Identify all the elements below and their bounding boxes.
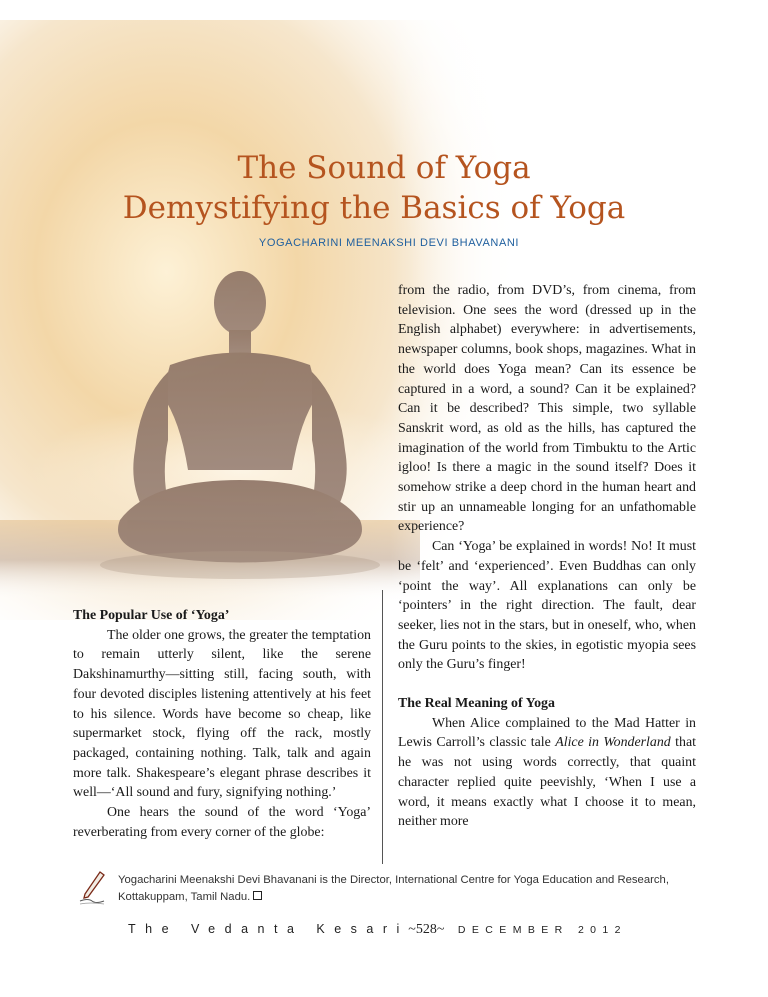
left-column xyxy=(73,606,371,842)
paragraph: The older one grows, the greater the temptation to remain utterly silent, like the serene Dakshinamurthy—sitting still, facing south, with four devoted disciples listening attentively at his feet to his silence. Words have become so cheap, like supermarket stock, flying off the rack, mostly packaged, containing nothing. Talk, talk and again more talk. Shakespeare’s elegant phrase describes it well—‘All sound and fury, signifying nothing.’ xyxy=(73,627,371,801)
column-divider xyxy=(382,590,383,864)
paragraph: from the radio, from DVD’s, from cinema, from television. One sees the word (dressed up in the English alphabet) everywhere: in advertisements, newspaper columns, book shops, magazines. What in the world does Yoga mean? Can its essence be captured in a word, a sound? Can it be explained? Can it be described? This simple, two syllable Sanskrit word, as old as the hills, has captured the imagination of the world from Timbuktu to the Artic igloo! Is there a magic in the sound itself? Does it somehow strike a deep chord in the human heart and stir up an unnameable longing for an unfathomable experience? xyxy=(398,283,696,535)
page-number: ~528~ xyxy=(408,922,445,937)
page-footer xyxy=(128,922,627,938)
author-footnote: Yogacharini Meenakshi Devi Bhavanani is the Director, International Centre for Yoga Education and Research, Kottakuppam, Tamil Nadu. xyxy=(118,874,669,903)
paragraph: Can ‘Yoga’ be explained in words! No! It must be ‘felt’ and ‘experienced’. Even Buddhas can only ‘point the way’. All explanations can only be ‘pointers’ in the right direction. The fault, dear seeker, lies not in the stars, but in oneself, who, when the Guru points to the skies, in egotistic myopia sees only the Guru’s finger! xyxy=(398,539,696,673)
paragraph: When Alice complained to the Mad Hatter in Lewis Carroll’s classic tale Alice in Wonderland that he was not using words correctly, that quaint character replied quite peevishly, ‘When I use a word, it means exactly what I choose it to mean, neither more xyxy=(398,715,696,830)
section-heading-popular-use: The Popular Use of ‘Yoga’ xyxy=(73,608,230,623)
article-subtitle: Demystifying the Basics of Yoga xyxy=(122,190,626,226)
pen-icon xyxy=(78,870,108,906)
book-title: Alice in Wonderland xyxy=(555,735,671,751)
issue-date: DECEMBER 2012 xyxy=(457,924,627,936)
right-column xyxy=(398,281,696,832)
paragraph: One hears the sound of the word ‘Yoga’ reverberating from every corner of the globe: xyxy=(73,805,371,840)
end-mark-icon xyxy=(253,891,262,900)
section-heading-real-meaning: The Real Meaning of Yoga xyxy=(398,696,555,712)
publication-name: The Vedanta Kesari xyxy=(128,922,409,936)
article-title: The Sound of Yoga xyxy=(237,150,531,186)
author-byline: YOGACHARINI MEENAKSHI DEVI BHAVANANI xyxy=(258,237,520,249)
